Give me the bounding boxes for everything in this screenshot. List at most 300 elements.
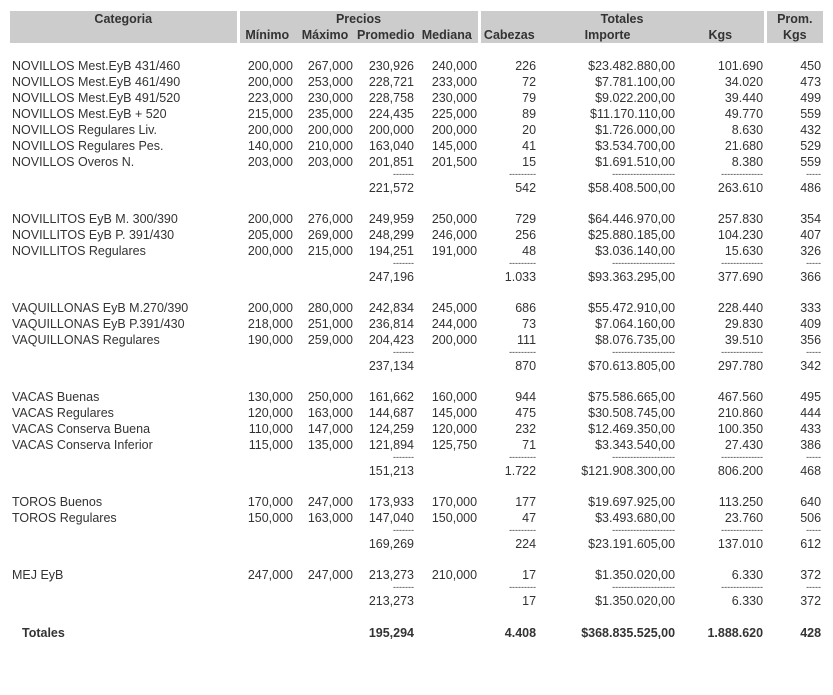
precio-minimo: 190,000 (247, 333, 293, 347)
header-kgs: Kgs (677, 27, 765, 43)
prom-kgs: 386 (800, 438, 822, 452)
spacer-cell (238, 285, 295, 300)
category-name: MEJ EyB (12, 568, 64, 582)
importe: $30.508.745,00 (588, 406, 676, 420)
spacer-cell (479, 43, 538, 58)
spacer-cell (479, 479, 538, 494)
spacer-cell (677, 196, 765, 211)
importe: $1.350.020,00 (595, 568, 676, 582)
subtotal-cabezas: 1.033 (504, 269, 537, 284)
kgs: 15.630 (724, 244, 764, 258)
subtotal-blank (238, 357, 295, 374)
spacer-cell (677, 609, 765, 624)
separator-dashes: --------- (509, 525, 537, 535)
spacer-cell (765, 285, 823, 300)
prom-kgs: 333 (800, 301, 822, 315)
importe: $3.343.540,00 (595, 438, 676, 452)
kgs: 8.380 (731, 155, 764, 169)
spacer-cell (238, 552, 295, 567)
subtotal-blank (10, 268, 238, 285)
spacer-cell (416, 479, 479, 494)
subtotal-row (10, 592, 823, 609)
subtotal-blank (295, 462, 355, 479)
cabezas: 89 (522, 107, 537, 121)
prom-kgs: 559 (800, 155, 822, 169)
spacer-cell (677, 552, 765, 567)
spacer-cell (416, 43, 479, 58)
precio-mediana: 170,000 (431, 495, 478, 509)
separator-dashes: ----- (806, 582, 822, 592)
category-name: NOVILLITOS EyB P. 391/430 (12, 228, 175, 242)
prom-kgs: 354 (800, 212, 822, 226)
subtotal-cabezas: 17 (522, 593, 537, 608)
separator-blank (10, 348, 238, 357)
separator-dashes: --------------------- (612, 452, 676, 462)
spacer-cell (479, 609, 538, 624)
precio-maximo: 267,000 (307, 59, 353, 73)
subtotal-promedio: 247,196 (368, 269, 414, 284)
precio-promedio: 200,000 (368, 123, 414, 137)
precio-mediana: 200,000 (431, 333, 478, 347)
totales-importe: $368.835.525,00 (581, 626, 676, 640)
subtotal-cabezas: 1.722 (504, 463, 537, 478)
precio-maximo: 235,000 (307, 107, 353, 121)
separator-dashes: --------------------- (612, 525, 676, 535)
subtotal-prom-kgs: 366 (800, 269, 822, 284)
precio-promedio: 248,299 (368, 228, 414, 242)
spacer-cell (295, 374, 355, 389)
precio-mediana: 120,000 (431, 422, 478, 436)
precio-maximo: 200,000 (307, 123, 353, 137)
subtotal-blank (238, 179, 295, 196)
spacer-cell (538, 609, 677, 624)
precio-promedio: 121,894 (368, 438, 414, 452)
category-name: VAQUILLONAS EyB M.270/390 (12, 301, 189, 315)
separator-dashes: ------- (393, 582, 414, 592)
subtotal-blank (10, 179, 238, 196)
prom-kgs: 499 (800, 91, 822, 105)
precio-promedio: 228,721 (368, 75, 414, 89)
precio-mediana: 233,000 (431, 75, 478, 89)
prom-kgs: 506 (800, 511, 822, 525)
spacer-cell (765, 374, 823, 389)
spacer-cell (479, 196, 538, 211)
precio-minimo: 218,000 (247, 317, 293, 331)
spacer-cell (355, 552, 416, 567)
separator-blank (295, 453, 355, 462)
subtotal-row (10, 357, 823, 374)
cabezas: 944 (515, 390, 537, 404)
separator-dashes: --------- (509, 582, 537, 592)
prom-kgs: 326 (800, 244, 822, 258)
precio-maximo: 251,000 (307, 317, 353, 331)
cabezas: 15 (522, 155, 537, 169)
subtotal-kgs: 806.200 (717, 463, 764, 478)
category-name: VAQUILLONAS EyB P.391/430 (12, 317, 185, 331)
separator-dashes: ------- (393, 169, 414, 179)
precio-minimo: 200,000 (247, 244, 293, 258)
header-cabezas: Cabezas (479, 27, 538, 43)
precio-minimo: 215,000 (247, 107, 293, 121)
kgs: 29.830 (724, 317, 764, 331)
table-row (10, 405, 823, 421)
separator-blank (295, 526, 355, 535)
precio-maximo: 280,000 (307, 301, 353, 315)
cabezas: 71 (522, 438, 537, 452)
cabezas: 41 (522, 139, 537, 153)
kgs: 39.440 (724, 91, 764, 105)
totales-kgs: 1.888.620 (707, 626, 764, 640)
importe: $55.472.910,00 (588, 301, 676, 315)
header-maximo: Máximo (295, 27, 355, 43)
importe: $25.880.185,00 (588, 228, 676, 242)
subtotal-prom-kgs: 372 (800, 593, 822, 608)
precio-mediana: 160,000 (431, 390, 478, 404)
precio-minimo: 200,000 (247, 212, 293, 226)
separator-blank (10, 259, 238, 268)
spacer-cell (416, 552, 479, 567)
spacer-row (10, 196, 823, 211)
subtotal-cabezas: 870 (515, 358, 537, 373)
precio-promedio: 194,251 (368, 244, 414, 258)
spacer-cell (479, 285, 538, 300)
separator-blank (10, 170, 238, 179)
subtotal-separator (10, 259, 823, 268)
cabezas: 73 (522, 317, 537, 331)
precio-promedio: 213,273 (368, 568, 414, 582)
precio-promedio: 147,040 (368, 511, 414, 525)
subtotal-promedio: 237,134 (368, 358, 414, 373)
spacer-cell (538, 285, 677, 300)
separator-blank (10, 583, 238, 592)
separator-blank (238, 348, 295, 357)
subtotal-blank (295, 179, 355, 196)
separator-dashes: ------- (393, 347, 414, 357)
category-name: NOVILLOS Overos N. (12, 155, 135, 169)
separator-dashes: ----- (806, 452, 822, 462)
category-name: NOVILLOS Mest.EyB 461/490 (12, 75, 181, 89)
spacer-cell (238, 43, 295, 58)
subtotal-blank (10, 535, 238, 552)
category-name: NOVILLITOS EyB M. 300/390 (12, 212, 178, 226)
separator-blank (295, 583, 355, 592)
totales-cabezas: 4.408 (504, 626, 537, 640)
header-totales: Totales (479, 11, 765, 27)
cabezas: 20 (522, 123, 537, 137)
kgs: 27.430 (724, 438, 764, 452)
cabezas: 729 (515, 212, 537, 226)
subtotal-promedio: 221,572 (368, 180, 414, 195)
spacer-cell (677, 43, 765, 58)
separator-dashes: --------------------- (612, 347, 676, 357)
spacer-cell (765, 609, 823, 624)
subtotal-importe: $1.350.020,00 (595, 593, 676, 608)
table-row (10, 58, 823, 74)
totales-blank (416, 624, 479, 642)
separator-dashes: --------- (509, 169, 537, 179)
precio-maximo: 276,000 (307, 212, 353, 226)
importe: $3.493.680,00 (595, 511, 676, 525)
separator-blank (416, 583, 479, 592)
separator-dashes: ----- (806, 169, 822, 179)
header-categoria-blank (10, 27, 238, 43)
totales-promedio: 195,294 (368, 626, 414, 640)
importe: $19.697.925,00 (588, 495, 676, 509)
kgs: 100.350 (717, 422, 764, 436)
precio-promedio: 201,851 (368, 155, 414, 169)
table-row (10, 510, 823, 526)
precio-mediana: 250,000 (431, 212, 478, 226)
importe: $23.482.880,00 (588, 59, 676, 73)
precio-promedio: 230,926 (368, 59, 414, 73)
separator-dashes: --------------------- (612, 169, 676, 179)
prom-kgs: 372 (800, 568, 822, 582)
precio-mediana: 145,000 (431, 139, 478, 153)
table-row (10, 437, 823, 453)
subtotal-row (10, 535, 823, 552)
spacer-cell (538, 43, 677, 58)
kgs: 39.510 (724, 333, 764, 347)
precio-minimo: 200,000 (247, 301, 293, 315)
category-name: VACAS Buenas (12, 390, 100, 404)
precio-maximo: 253,000 (307, 75, 353, 89)
subtotal-row (10, 179, 823, 196)
precio-minimo: 130,000 (247, 390, 293, 404)
precio-promedio: 236,814 (368, 317, 414, 331)
cabezas: 475 (515, 406, 537, 420)
subtotal-importe: $121.908.300,00 (581, 463, 676, 478)
kgs: 8.630 (731, 123, 764, 137)
separator-dashes: -------------- (721, 258, 764, 268)
separator-dashes: -------------- (721, 452, 764, 462)
category-name: VAQUILLONAS Regulares (12, 333, 160, 347)
subtotal-cabezas: 224 (515, 536, 537, 551)
prom-kgs: 640 (800, 495, 822, 509)
subtotal-blank (10, 357, 238, 374)
precio-maximo: 210,000 (307, 139, 353, 153)
prom-kgs: 444 (800, 406, 822, 420)
separator-dashes: ------- (393, 452, 414, 462)
kgs: 23.760 (724, 511, 764, 525)
spacer-cell (238, 374, 295, 389)
importe: $7.064.160,00 (595, 317, 676, 331)
spacer-cell (295, 552, 355, 567)
cabezas: 17 (522, 568, 537, 582)
spacer-cell (295, 196, 355, 211)
precio-promedio: 224,435 (368, 107, 414, 121)
category-name: TOROS Regulares (12, 511, 117, 525)
subtotal-row (10, 462, 823, 479)
precio-promedio: 163,040 (368, 139, 414, 153)
subtotal-promedio: 151,213 (368, 463, 414, 478)
subtotal-cabezas: 542 (515, 180, 537, 195)
cabezas: 177 (515, 495, 537, 509)
precio-minimo: 110,000 (248, 422, 293, 436)
separator-dashes: -------------- (721, 525, 764, 535)
table-row (10, 567, 823, 583)
precio-maximo: 163,000 (307, 406, 353, 420)
prom-kgs: 409 (800, 317, 822, 331)
header-minimo: Mínimo (238, 27, 295, 43)
subtotal-blank (416, 535, 479, 552)
category-name: NOVILLOS Mest.EyB + 520 (12, 107, 167, 121)
spacer-row (10, 609, 823, 624)
precio-maximo: 163,000 (307, 511, 353, 525)
cabezas: 47 (522, 511, 537, 525)
subtotal-kgs: 377.690 (717, 269, 764, 284)
totales-label: Totales (22, 626, 65, 640)
precio-minimo: 247,000 (247, 568, 293, 582)
table-row (10, 122, 823, 138)
separator-blank (238, 259, 295, 268)
spacer-cell (10, 374, 238, 389)
precio-mediana: 245,000 (431, 301, 478, 315)
separator-blank (416, 348, 479, 357)
spacer-cell (416, 285, 479, 300)
precio-maximo: 147,000 (307, 422, 353, 436)
precio-minimo: 150,000 (247, 511, 293, 525)
precio-minimo: 205,000 (247, 228, 293, 242)
separator-dashes: --------------------- (612, 582, 676, 592)
precio-maximo: 247,000 (307, 568, 353, 582)
table-row (10, 243, 823, 259)
prom-kgs: 356 (800, 333, 822, 347)
precio-promedio: 204,423 (368, 333, 414, 347)
cabezas: 232 (515, 422, 537, 436)
kgs: 228.440 (717, 301, 764, 315)
category-name: VACAS Conserva Inferior (12, 438, 153, 452)
kgs: 49.770 (724, 107, 764, 121)
precio-minimo: 223,000 (247, 91, 293, 105)
subtotal-prom-kgs: 342 (800, 358, 822, 373)
precio-maximo: 247,000 (307, 495, 353, 509)
subtotal-separator (10, 583, 823, 592)
importe: $3.534.700,00 (595, 139, 676, 153)
spacer-cell (295, 479, 355, 494)
precio-maximo: 250,000 (307, 390, 353, 404)
kgs: 34.020 (724, 75, 764, 89)
separator-blank (416, 526, 479, 535)
precio-maximo: 269,000 (307, 228, 353, 242)
header-importe: Importe (538, 27, 677, 43)
subtotal-importe: $58.408.500,00 (588, 180, 676, 195)
precio-mediana: 230,000 (431, 91, 478, 105)
spacer-cell (416, 374, 479, 389)
separator-dashes: -------------- (721, 169, 764, 179)
cabezas: 686 (515, 301, 537, 315)
precio-mediana: 246,000 (431, 228, 478, 242)
spacer-cell (765, 479, 823, 494)
precio-mediana: 191,000 (431, 244, 478, 258)
spacer-cell (355, 285, 416, 300)
subtotal-blank (295, 357, 355, 374)
spacer-row (10, 479, 823, 494)
spacer-cell (355, 43, 416, 58)
cabezas: 111 (517, 333, 537, 347)
subtotal-separator (10, 453, 823, 462)
separator-dashes: ------- (393, 258, 414, 268)
subtotal-blank (238, 535, 295, 552)
separator-dashes: --------- (509, 258, 537, 268)
spacer-cell (677, 479, 765, 494)
subtotal-separator (10, 348, 823, 357)
spacer-row (10, 374, 823, 389)
precio-minimo: 200,000 (247, 75, 293, 89)
separator-blank (416, 170, 479, 179)
spacer-cell (355, 374, 416, 389)
subtotal-importe: $93.363.295,00 (588, 269, 676, 284)
table-row (10, 90, 823, 106)
precio-minimo: 200,000 (247, 59, 293, 73)
spacer-cell (677, 374, 765, 389)
separator-blank (238, 583, 295, 592)
subtotal-separator (10, 170, 823, 179)
subtotal-blank (416, 462, 479, 479)
category-name: NOVILLITOS Regulares (12, 244, 146, 258)
spacer-cell (416, 609, 479, 624)
precio-mediana: 225,000 (431, 107, 478, 121)
table-row (10, 74, 823, 90)
subtotal-blank (238, 462, 295, 479)
spacer-cell (10, 479, 238, 494)
separator-dashes: --------- (509, 452, 537, 462)
header-prom-kgs: Kgs (765, 27, 823, 43)
spacer-cell (765, 196, 823, 211)
subtotal-blank (416, 592, 479, 609)
subtotal-blank (416, 179, 479, 196)
spacer-row (10, 43, 823, 58)
subtotal-prom-kgs: 612 (800, 536, 822, 551)
category-name: NOVILLOS Mest.EyB 491/520 (12, 91, 181, 105)
totales-row (10, 624, 823, 642)
precio-maximo: 215,000 (307, 244, 353, 258)
separator-blank (238, 170, 295, 179)
kgs: 467.560 (717, 390, 764, 404)
table-row (10, 211, 823, 227)
precio-mediana: 240,000 (431, 59, 478, 73)
subtotal-blank (416, 357, 479, 374)
precio-maximo: 259,000 (307, 333, 353, 347)
subtotal-blank (295, 592, 355, 609)
cabezas: 256 (515, 228, 537, 242)
table-row (10, 106, 823, 122)
table-body (10, 43, 823, 642)
subtotal-prom-kgs: 468 (800, 463, 822, 478)
subtotal-prom-kgs: 486 (800, 180, 822, 195)
precio-mediana: 210,000 (431, 568, 478, 582)
precio-mediana: 200,000 (431, 123, 478, 137)
precio-mediana: 244,000 (431, 317, 478, 331)
table-row (10, 300, 823, 316)
category-name: NOVILLOS Regulares Pes. (12, 139, 164, 153)
precio-promedio: 124,259 (368, 422, 414, 436)
kgs: 104.230 (717, 228, 764, 242)
separator-blank (238, 526, 295, 535)
header-categoria: Categoria (10, 11, 238, 27)
kgs: 101.690 (717, 59, 764, 73)
prom-kgs: 407 (800, 228, 822, 242)
header-prom: Prom. (765, 11, 823, 27)
livestock-price-table (10, 11, 823, 642)
precio-promedio: 161,662 (368, 390, 414, 404)
spacer-cell (238, 479, 295, 494)
separator-blank (238, 453, 295, 462)
subtotal-blank (10, 592, 238, 609)
separator-blank (10, 526, 238, 535)
prom-kgs: 559 (800, 107, 822, 121)
subtotal-blank (238, 592, 295, 609)
spacer-cell (10, 285, 238, 300)
